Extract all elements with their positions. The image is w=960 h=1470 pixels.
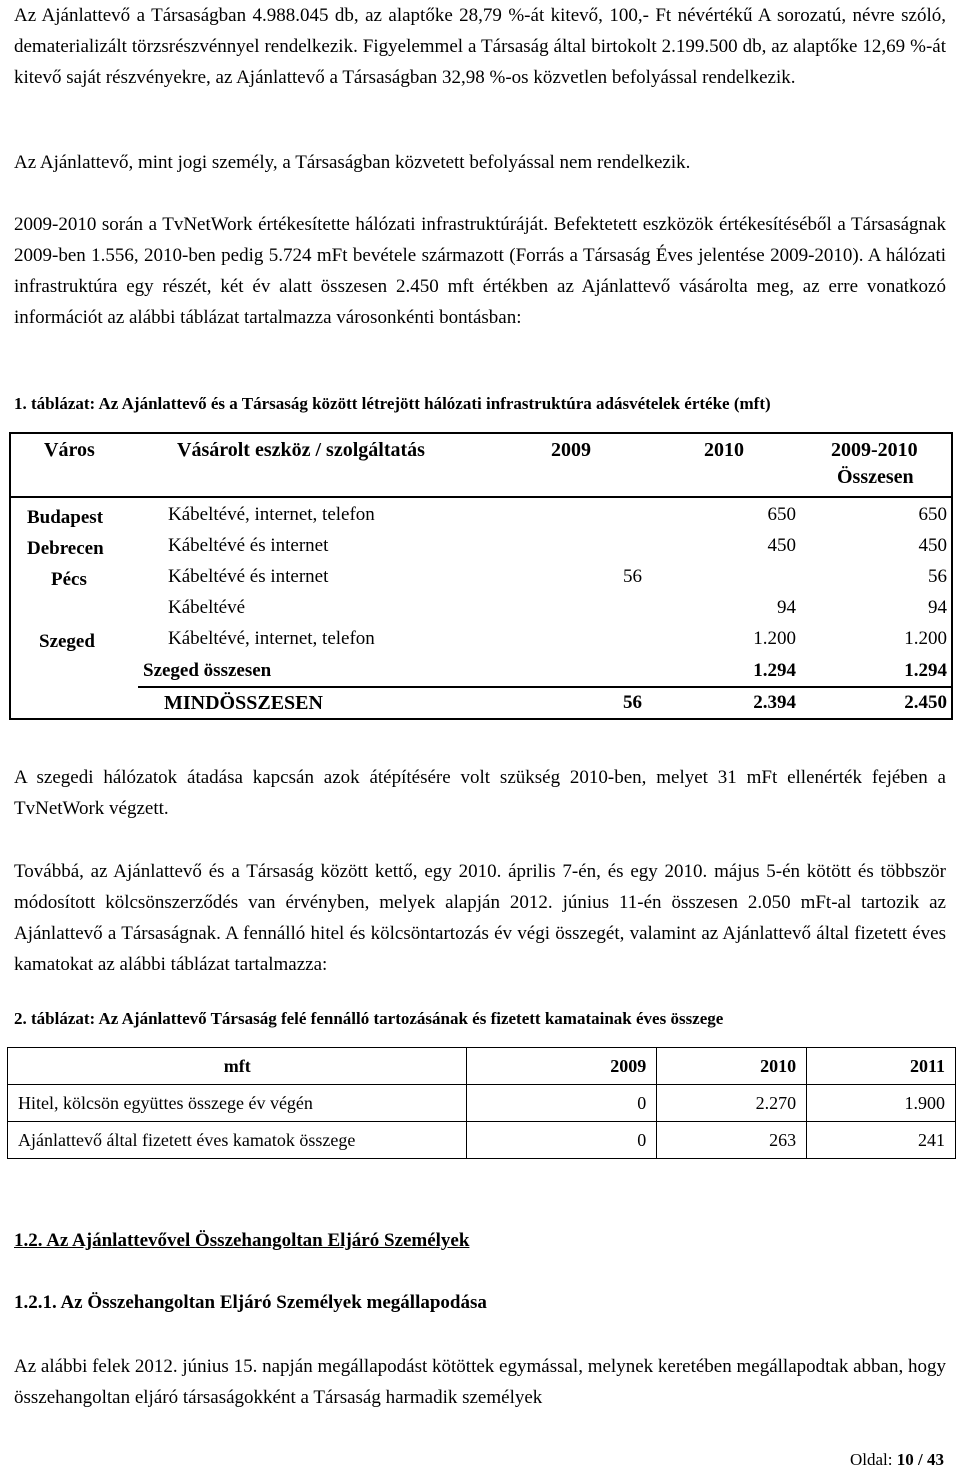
table1-caption: 1. táblázat: Az Ajánlattevő és a Társaság között létrejött hálózati infrastruktúra adásvételek értéke (mft)	[14, 394, 771, 413]
table-row	[8, 1122, 956, 1159]
header-total: 2009-2010	[831, 439, 918, 461]
row-item-budapest: Kábeltévé, internet, telefon	[168, 504, 375, 525]
paragraph-ownership: Az Ajánlattevő a Társaságban 4.988.045 db, az alaptőke 28,79 %-át kitevő, 100,- Ft névértékű A sorozatú, névre szóló, dematerializált törzsrészvénnyel rendelkezik. Figyelemmel a Társaság által birtokolt 2.199.500 db, az alaptőke 12,69 %-át kitevő saját részvényekre, az Ajánlattevő a Társaságban 32,98 %-os közvetlen befolyással rendelkezik.	[14, 5, 946, 88]
header-2010: 2010	[704, 439, 744, 461]
table2-caption: 2. táblázat: Az Ajánlattevő Társaság felé fennálló tartozásának és fizetett kamatainak éves összege	[14, 1009, 724, 1028]
row-total-budapest: 650	[918, 504, 947, 525]
section-heading-1-2-1: 1.2.1. Az Összehangoltan Eljáró Személyek megállapodása	[14, 1292, 487, 1313]
grand-total-2009: 56	[623, 692, 642, 713]
table-row	[8, 1085, 956, 1122]
footer-sep: /	[918, 1450, 923, 1469]
table2-row-label: Ajánlattevő által fizetett éves kamatok összege	[8, 1122, 467, 1159]
header-total-sub: Összesen	[837, 466, 914, 488]
paragraph-agreement: Az alábbi felek 2012. június 15. napján megállapodást kötöttek egymással, melynek keretében megállapodtak abban, hogy összehangoltan eljáró társaságokként a Társaság harmadik személyek	[14, 1356, 946, 1408]
header-item: Vásárolt eszköz / szolgáltatás	[177, 439, 425, 461]
row-2010-szeged-1: 94	[777, 597, 796, 618]
row-item-pecs: Kábeltévé és internet	[168, 566, 329, 587]
table2-header-2009: 2009	[467, 1048, 657, 1085]
page-footer	[850, 1450, 944, 1470]
table2-cell: 0	[467, 1122, 657, 1159]
table2-header-row	[8, 1048, 956, 1085]
row-2009-pecs: 56	[623, 566, 642, 587]
table2-cell: 241	[807, 1122, 956, 1159]
table2-cell: 0	[467, 1085, 657, 1122]
footer-total: 43	[927, 1450, 944, 1469]
row-total-szeged-2: 1.200	[904, 628, 947, 649]
row-total-szeged-1: 94	[928, 597, 947, 618]
row-2010-debrecen: 450	[767, 535, 796, 556]
row-total-pecs: 56	[928, 566, 947, 587]
table2-header-2010: 2010	[657, 1048, 807, 1085]
table2-row-label: Hitel, kölcsön együttes összege év végén	[8, 1085, 467, 1122]
footer-page: 10	[896, 1450, 914, 1469]
section-heading-1-2: 1.2. Az Ajánlattevővel Összehangoltan Eljáró Személyek	[14, 1230, 470, 1251]
footer-label: Oldal:	[850, 1450, 893, 1469]
grand-total-total: 2.450	[904, 692, 947, 713]
grand-total-label: MINDÖSSZESEN	[164, 692, 323, 714]
header-city: Város	[44, 439, 95, 461]
paragraph-indirect-influence: Az Ajánlattevő, mint jogi személy, a Társaságban közvetett befolyással nem rendelkezik.	[14, 152, 691, 173]
row-city-debrecen: Debrecen	[27, 538, 104, 559]
row-2010-szeged-2: 1.200	[753, 628, 796, 649]
total-divider	[138, 686, 951, 688]
row-total-debrecen: 450	[918, 535, 947, 556]
subtotal-2010: 1.294	[753, 660, 796, 681]
row-city-budapest: Budapest	[27, 507, 104, 528]
table2-header-2011: 2011	[807, 1048, 956, 1085]
table2-cell: 2.270	[657, 1085, 807, 1122]
header-2009: 2009	[551, 439, 591, 461]
row-city-szeged: Szeged	[39, 631, 95, 652]
paragraph-loans: Továbbá, az Ajánlattevő és a Társaság között kettő, egy 2010. április 7-én, és egy 2010. május 5-én kötött és többször módosított kölcsönszerződés van érvényben, melyek alapján 2012. június 11-én összesen 2.050 mFt-al tartozik az Ajánlattevő a Társaságnak. A fennálló hitel és kölcsöntartozás év végi összegét, valamint az Ajánlattevő által fizetett éves kamatokat az alábbi táblázat tartalmazza:	[14, 861, 946, 975]
subtotal-total: 1.294	[904, 660, 947, 681]
row-2010-budapest: 650	[767, 504, 796, 525]
row-item-szeged-2: Kábeltévé, internet, telefon	[168, 628, 375, 649]
paragraph-network-sale: 2009-2010 során a TvNetWork értékesítette hálózati infrastruktúráját. Befektetett eszközök értékesítéséből a Társaságnak 2009-ben 1.556, 2010-ben pedig 5.724 mFt bevétele származott (Forrás a Társaság Éves jelentése 2009-2010). A hálózati infrastruktúra egy részét, két év alatt összesen 2.450 mft értékben az Ajánlattevő vásárolta meg, az erre vonatkozó információt az alábbi táblázat tartalmazza városonkénti bontásban:	[14, 214, 946, 328]
table2-cell: 263	[657, 1122, 807, 1159]
table2-debt	[7, 1047, 956, 1159]
grand-total-2010: 2.394	[753, 692, 796, 713]
table2-cell: 1.900	[807, 1085, 956, 1122]
subtotal-label: Szeged összesen	[143, 660, 272, 681]
row-item-szeged-1: Kábeltévé	[168, 597, 246, 618]
table2-header-mft: mft	[8, 1048, 467, 1085]
header-divider	[11, 496, 951, 498]
row-city-pecs: Pécs	[51, 569, 87, 590]
paragraph-szeged-rebuild: A szegedi hálózatok átadása kapcsán azok átépítésére volt szükség 2010-ben, melyet 31 mFt ellenérték fejében a TvNetWork végzett.	[14, 767, 946, 819]
row-item-debrecen: Kábeltévé és internet	[168, 535, 329, 556]
table1-sales	[9, 432, 953, 720]
